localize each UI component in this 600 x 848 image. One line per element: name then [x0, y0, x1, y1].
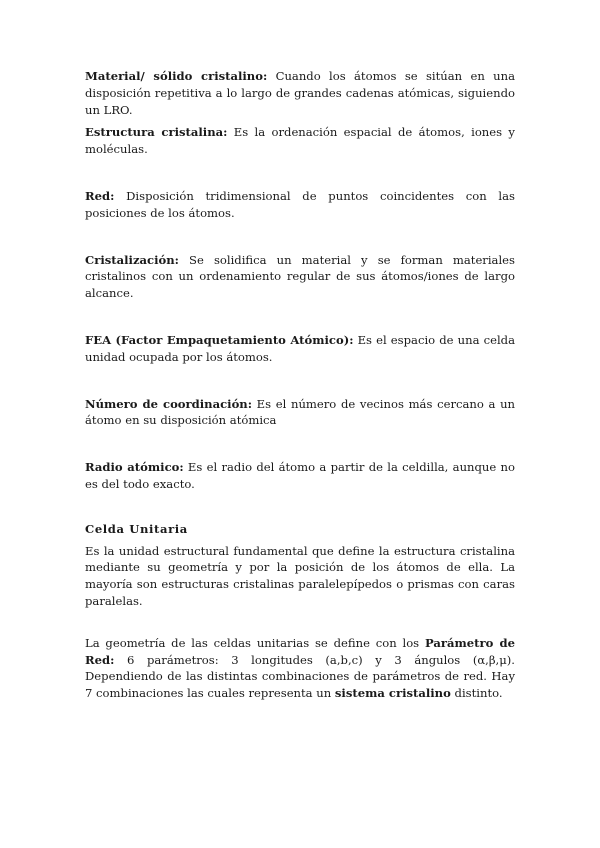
definition-term: Radio atómico: — [85, 460, 184, 475]
document-page — [85, 68, 515, 702]
definition-estructura-cristalina — [85, 124, 515, 158]
sistema-cristalino-term: sistema cristalino — [334, 686, 451, 701]
definition-term: FEA (Factor Empaquetamiento Atómico): — [85, 332, 354, 347]
section-paragraph-2 — [85, 635, 515, 702]
definition-term: Material/ sólido cristalino: — [85, 69, 268, 83]
definition-term: Estructura cristalina: — [85, 125, 228, 140]
definition-text: Es el radio del átomo a partir de la celdilla, aunque no es del todo exacto. — [85, 460, 515, 491]
definition-term: Cristalización: — [85, 252, 179, 267]
definition-radio-atomico — [85, 459, 515, 493]
paragraph-text: 6 parámetros: 3 longitudes (a,b,c) y 3 ángulos (α,β,μ). Dependiendo de las distintas combinaciones de parámetros de red. Hay 7 combinaciones las cuales representa un — [85, 652, 515, 701]
definition-fea — [85, 332, 515, 366]
definition-cristalizacion — [85, 252, 515, 302]
definition-text: Disposición tridimensional de puntos coincidentes con las posiciones de los átomos. — [85, 188, 515, 220]
definition-text: Se solidifica un material y se forman materiales cristalinos con un ordenamiento regular de sus átomos/iones de largo alcance. — [85, 252, 515, 301]
definition-material-solido-cristalino — [85, 68, 515, 118]
paragraph-text: distinto. — [450, 686, 503, 701]
section-heading: Celda Unitaria — [85, 521, 188, 536]
definition-term: Red: — [85, 188, 115, 203]
parametro-de-red-term: Parámetro de Red: — [85, 635, 515, 667]
section-paragraph-1: Es la unidad estructural fundamental que define la estructura cristalina mediante su geometría y por la posición de los átomos de ella. La mayoría son estructuras cristalinas paralelepípedos o prismas con caras paralelas. — [85, 543, 515, 608]
definition-text: Es el número de vecinos más cercano a un átomo en su disposición atómica — [85, 396, 516, 428]
definition-term: Número de coordinación: — [85, 396, 253, 411]
definition-text: Es el espacio de una celda unidad ocupada por los átomos. — [85, 332, 515, 364]
definition-text: Cuando los átomos se sitúan en una disposición repetitiva a lo largo de grandes cadenas atómicas, siguiendo un LRO. — [85, 69, 515, 117]
definition-red — [85, 188, 515, 222]
definition-numero-de-coordinacion — [85, 396, 515, 430]
paragraph-text: La geometría de las celdas unitarias se define con los — [85, 635, 425, 650]
definition-text: Es la ordenación espacial de átomos, iones y moléculas. — [85, 125, 515, 157]
